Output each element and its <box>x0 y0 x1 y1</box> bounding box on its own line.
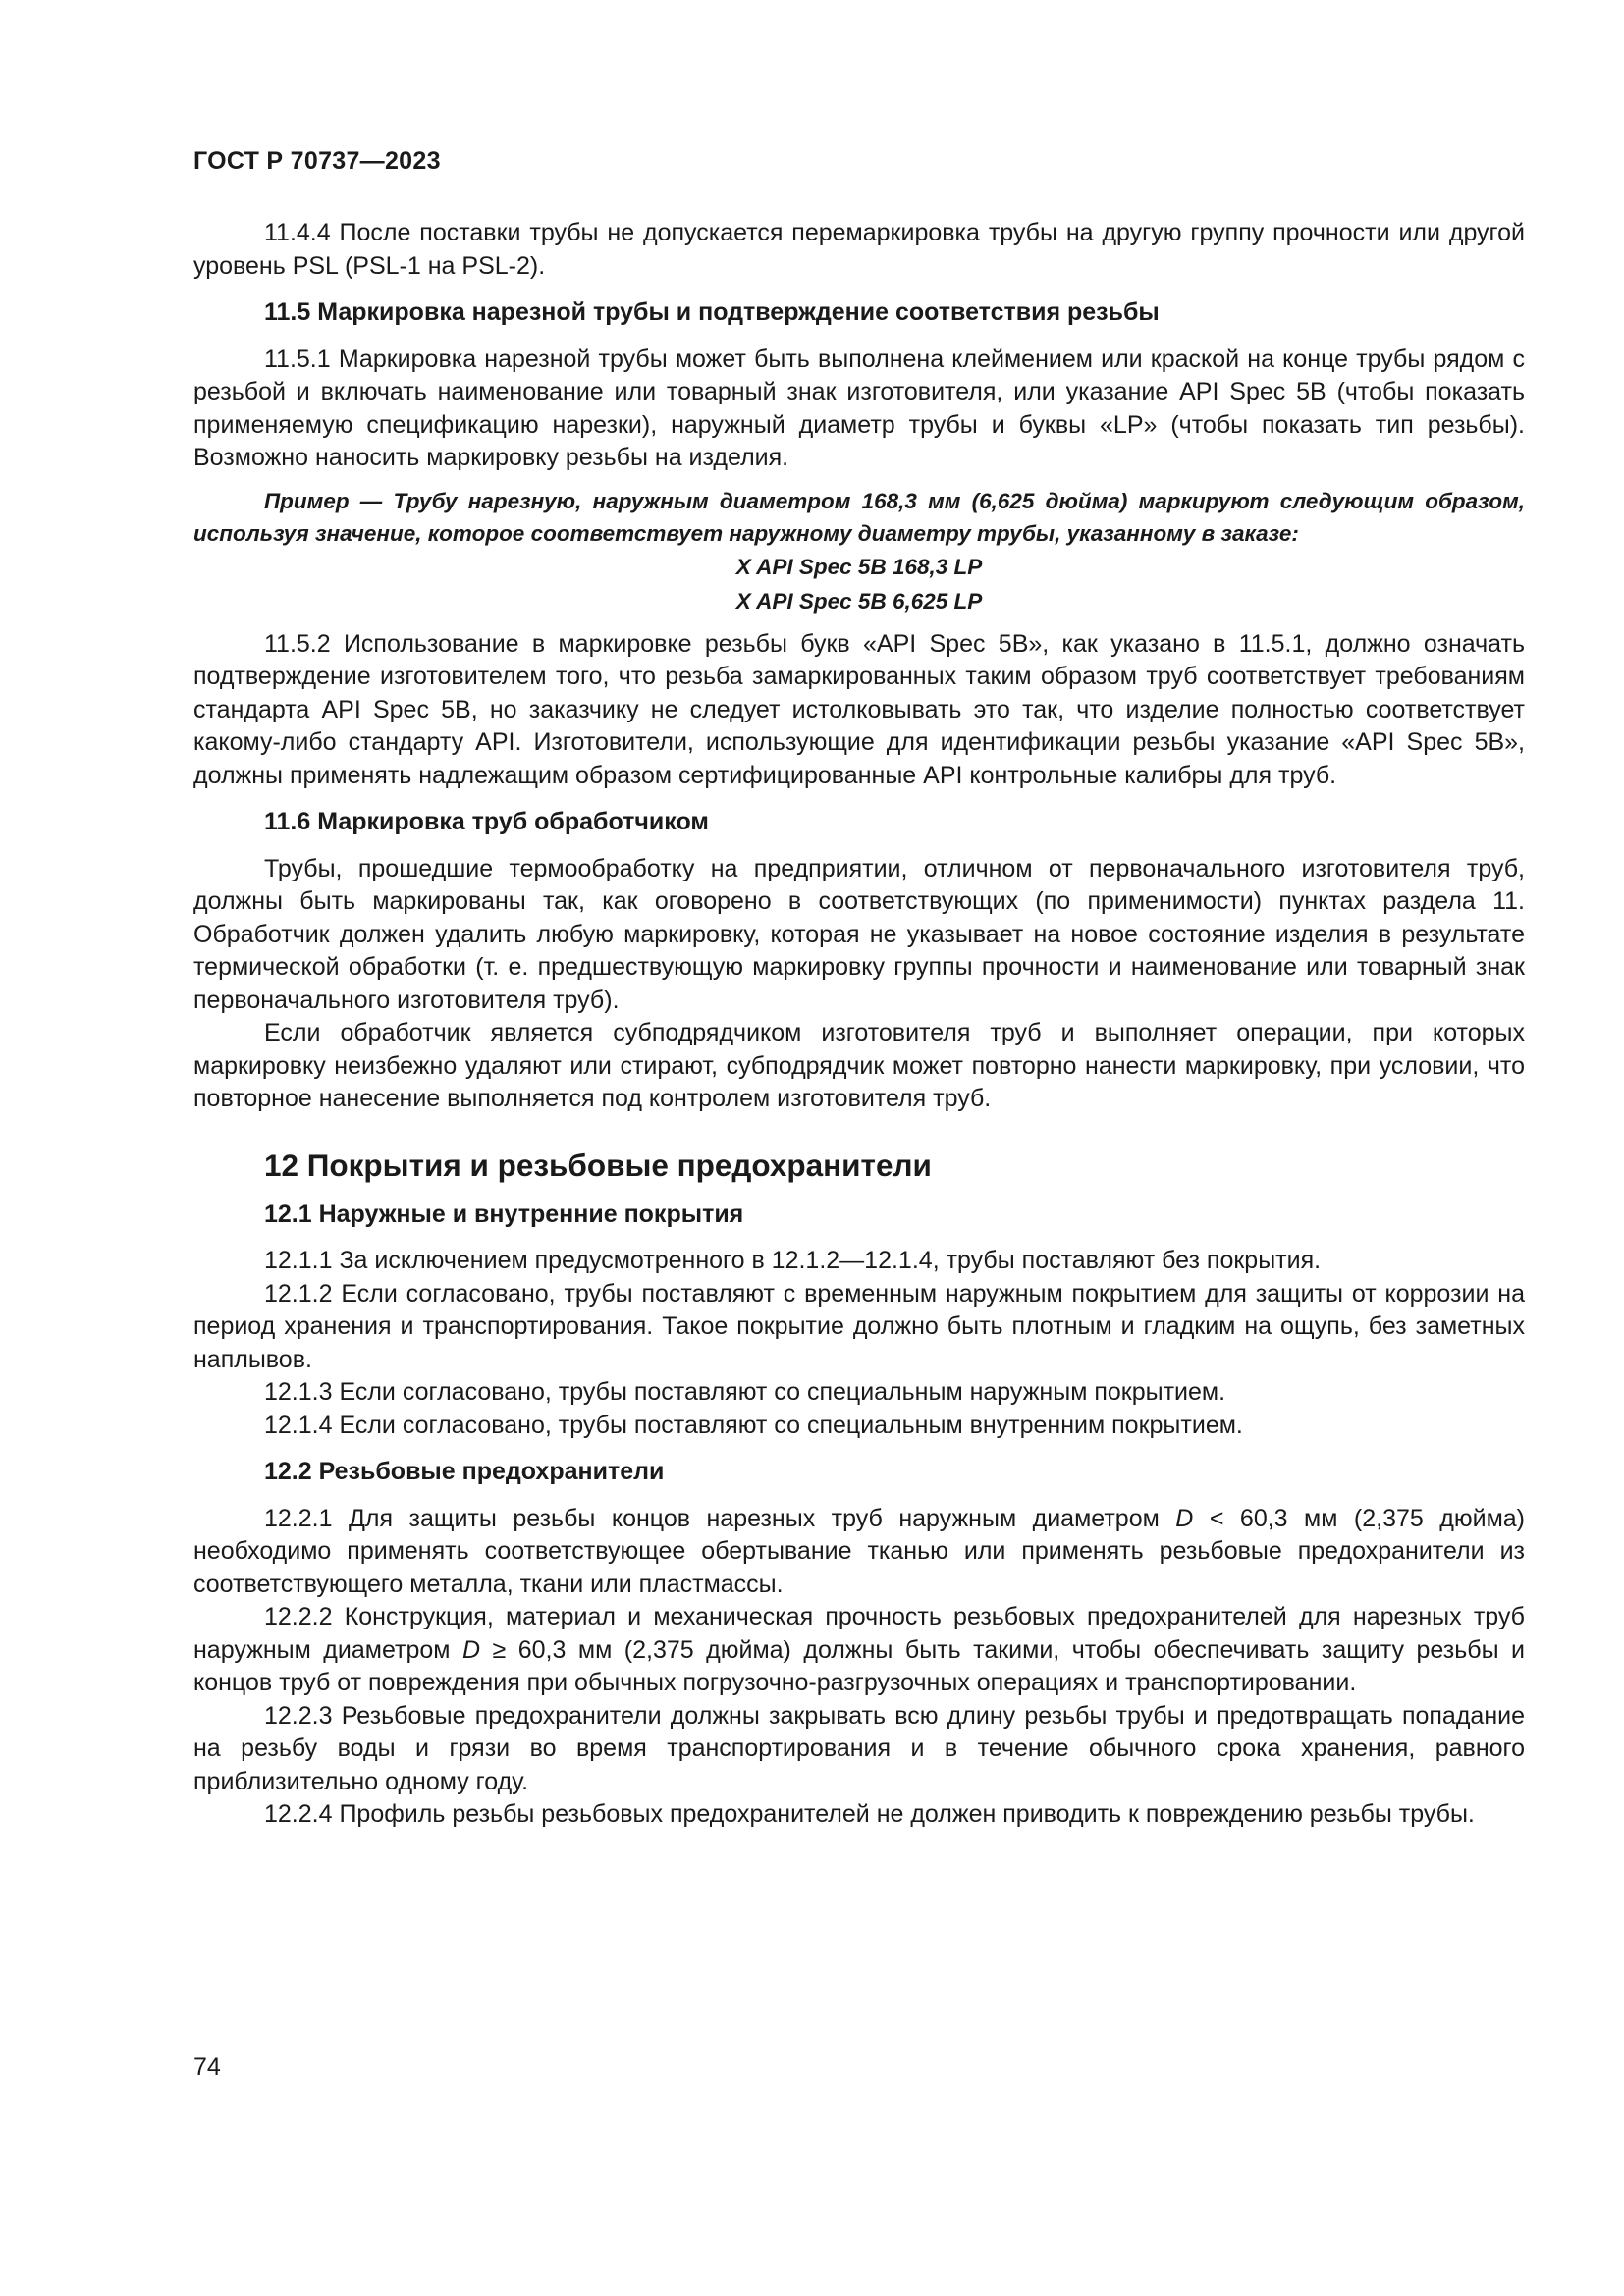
example-marking-metric: X API Spec 5B 168,3 LP <box>735 554 983 579</box>
paragraph-11-4-4: 11.4.4 После поставки трубы не допускается перемаркировка трубы на другую группу прочности или другой уровень PSL (PSL-1 на PSL-2). <box>193 219 1525 280</box>
document-header: ГОСТ Р 70737—2023 <box>193 147 441 175</box>
paragraph-12-1-3: 12.1.3 Если согласовано, трубы поставляют со специальным наружным покрытием. <box>264 1378 1226 1406</box>
page-number: 74 <box>193 2054 221 2081</box>
paragraph-12-1-4: 12.1.4 Если согласовано, трубы поставляют со специальным внутренним покрытием. <box>264 1411 1243 1439</box>
paragraph-12-2-2-text-a: 12.2.2 Конструкция, материал и механическая прочность резьбовых предохранителей для нарезных труб наружным диаметром <box>193 1603 1525 1664</box>
paragraph-11-6-b: Если обработчик является субподрядчиком изготовителя труб и выполняет операции, при которых маркировку неизбежно удаляют или стирают, субподрядчик может повторно нанести маркировку, при условии, что повторное нанесение выполняется под контролем изготовителя труб. <box>193 1019 1525 1112</box>
paragraph-12-2-1-text-b: < 60,3 мм (2,375 дюйма) необходимо применять соответствующее обертывание тканью или применять резьбовые предохранители из соответствующего металла, ткани или пластмассы. <box>193 1504 1526 1598</box>
paragraph-11-5-2: 11.5.2 Использование в маркировке резьбы букв «API Spec 5B», как указано в 11.5.1, должно означать подтверждение изготовителем того, что резьба замаркированных таким образом труб соответствует требованиям стандарта API Spec 5B, но заказчику не следует истолковывать это так, что изделие полностью соответствует какому-либо стандарту API. Изготовители, использующие для идентификации резьбы указание «API Spec 5B», должны применять надлежащим образом сертифицированные API контрольные калибры для труб. <box>193 629 1525 789</box>
document-page <box>193 147 1525 1832</box>
heading-11-6: 11.6 Маркировка труб обработчиком <box>264 808 709 835</box>
paragraph-12-1-2: 12.1.2 Если согласовано, трубы поставляют с временным наружным покрытием для защиты от коррозии на период хранения и транспортирования. Такое покрытие должно быть плотным и гладким на ощупь, без заметных наплывов. <box>193 1279 1525 1373</box>
heading-12-1: 12.1 Наружные и внутренние покрытия <box>264 1200 744 1228</box>
diameter-variable: D <box>1175 1504 1194 1532</box>
diameter-variable: D <box>461 1635 481 1664</box>
paragraph-12-2-2-text-b: ≥ 60,3 мм (2,375 дюйма) должны быть такими, чтобы обеспечивать защиту резьбы и концов труб от повреждения при обычных погрузочно-разгрузочных операциях и транспортировании. <box>193 1635 1526 1696</box>
heading-12-2: 12.2 Резьбовые предохранители <box>264 1458 665 1485</box>
paragraph-12-2-4: 12.2.4 Профиль резьбы резьбовых предохранителей не должен приводить к повреждению резьбы трубы. <box>264 1800 1475 1828</box>
paragraph-12-2-1 <box>193 1503 1525 1602</box>
example-text: Пример — Трубу нарезную, наружным диаметром 168,3 мм (6,625 дюйма) маркируют следующим образом, используя значение, которое соответствует наружному диаметру трубы, указанному в заказе: <box>193 488 1525 546</box>
paragraph-11-5-1: 11.5.1 Маркировка нарезной трубы может быть выполнена клеймением или краской на конце трубы рядом с резьбой и включать наименование или товарный знак изготовителя, или указание API Spec 5B (чтобы показать применяемую спецификацию нарезки), наружный диаметр трубы и буквы «LP» (чтобы показать тип резьбы). Возможно наносить маркировку резьбы на изделия. <box>193 345 1525 471</box>
paragraph-12-1-1: 12.1.1 За исключением предусмотренного в 12.1.2—12.1.4, трубы поставляют без покрытия. <box>264 1247 1322 1274</box>
paragraph-12-2-3: 12.2.3 Резьбовые предохранители должны закрывать всю длину резьбы трубы и предотвращать попадание на резьбу воды и грязи во время транспортирования и в течение обычного срока хранения, равного приблизительно одному году. <box>193 1701 1525 1795</box>
heading-11-5: 11.5 Маркировка нарезной трубы и подтверждение соответствия резьбы <box>264 298 1160 326</box>
paragraph-12-2-2 <box>193 1601 1525 1700</box>
paragraph-12-2-1-text-a: 12.2.1 Для защиты резьбы концов нарезных труб наружным диаметром <box>264 1504 1176 1532</box>
example-marking-imperial: X API Spec 5B 6,625 LP <box>735 588 983 614</box>
heading-section-12: 12 Покрытия и резьбовые предохранители <box>264 1147 932 1183</box>
paragraph-11-6-a: Трубы, прошедшие термообработку на предприятии, отличном от первоначального изготовителя труб, должны быть маркированы так, как оговорено в соответствующих (по применимости) пунктах раздела 11. Обработчик должен удалить любую маркировку, которая не указывает на новое состояние изделия в результате термической обработки (т. е. предшествующую маркировку группы прочности и наименование или товарный знак первоначального изготовителя труб). <box>193 854 1525 1014</box>
